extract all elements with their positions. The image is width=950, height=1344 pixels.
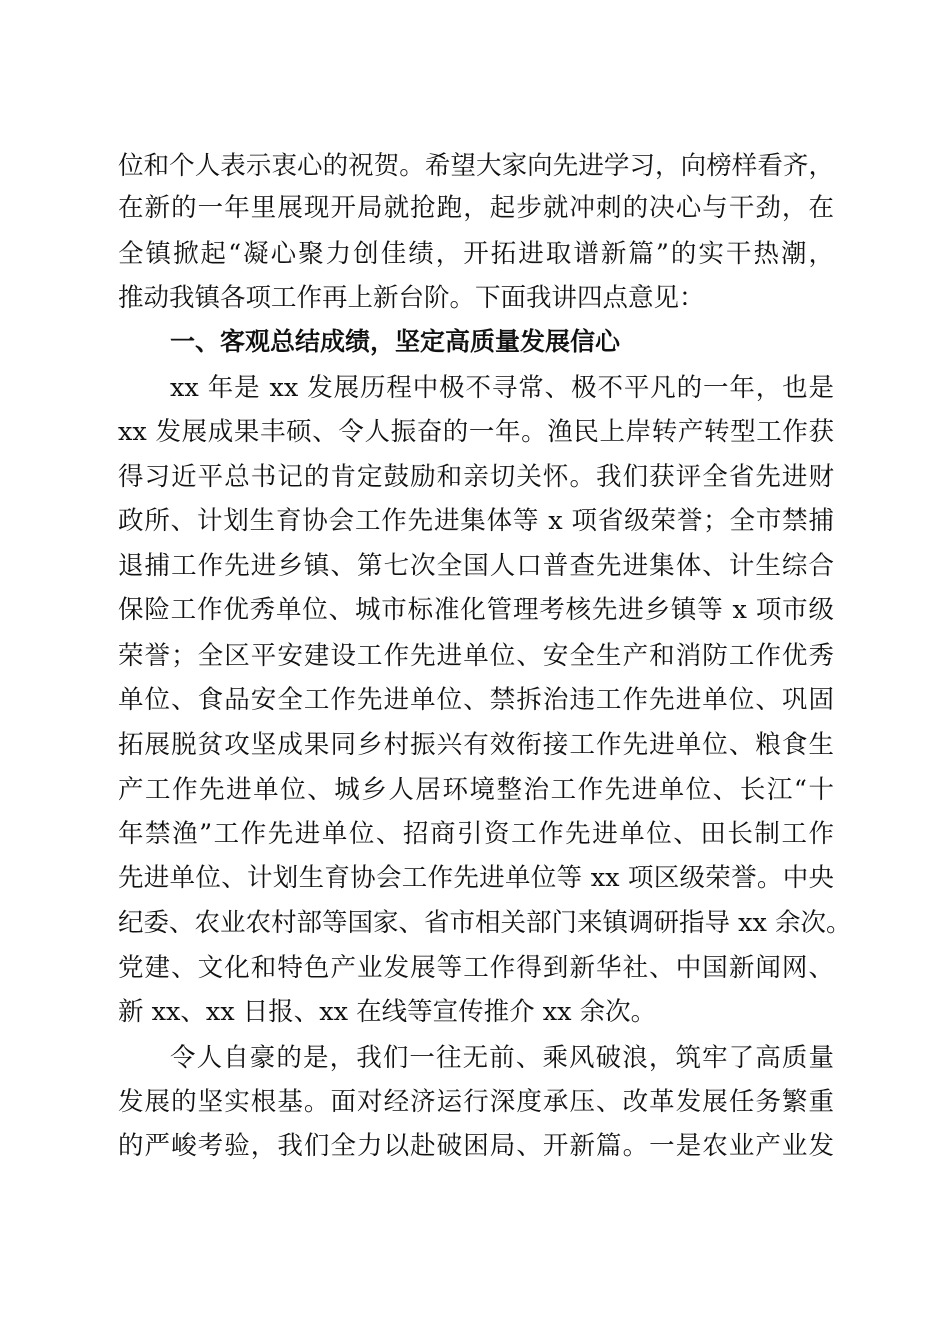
paragraph1-line-5: 退捕工作先进乡镇、第七次全国人口普查先进集体、计生综合 bbox=[118, 551, 834, 581]
paragraph1-line-1: xx 年是 xx 发展历程中极不寻常、极不平凡的一年，也是 bbox=[170, 373, 834, 403]
paragraph1-line-7: 荣誉；全区平安建设工作先进单位、安全生产和消防工作优秀 bbox=[118, 641, 834, 671]
paragraph1-line-2: xx 发展成果丰硕、令人振奋的一年。渔民上岸转产转型工作获 bbox=[118, 417, 834, 447]
paragraph1-line-4: 政所、计划生育协会工作先进集体等 x 项省级荣誉；全市禁捕 bbox=[118, 506, 834, 536]
paragraph1-line-11: 年禁渔”工作先进单位、招商引资工作先进单位、田长制工作 bbox=[118, 819, 834, 849]
intro-line-4: 推动我镇各项工作再上新台阶。下面我讲四点意见： bbox=[118, 283, 705, 313]
paragraph1-line-14: 党建、文化和特色产业发展等工作得到新华社、中国新闻网、 bbox=[118, 953, 834, 983]
paragraph2-line-2: 发展的坚实根基。面对经济运行深度承压、改革发展任务繁重 bbox=[118, 1087, 834, 1117]
paragraph1-line-15: 新 xx、xx 日报、xx 在线等宣传推介 xx 余次。 bbox=[118, 997, 657, 1027]
paragraph1-line-3: 得习近平总书记的肯定鼓励和亲切关怀。我们获评全省先进财 bbox=[118, 462, 834, 492]
paragraph2-line-3: 的严峻考验，我们全力以赴破困局、开新篇。一是农业产业发 bbox=[118, 1131, 834, 1161]
intro-line-2: 在新的一年里展现开局就抢跑，起步就冲刺的决心与干劲，在 bbox=[118, 193, 834, 223]
paragraph1-line-8: 单位、食品安全工作先进单位、禁拆治违工作先进单位、巩固 bbox=[118, 685, 834, 715]
paragraph1-line-6: 保险工作优秀单位、城市标准化管理考核先进乡镇等 x 项市级 bbox=[118, 595, 834, 625]
intro-line-1: 位和个人表示衷心的祝贺。希望大家向先进学习，向榜样看齐， bbox=[118, 151, 834, 181]
paragraph1-line-13: 纪委、农业农村部等国家、省市相关部门来镇调研指导 xx 余次。 bbox=[118, 908, 852, 938]
paragraph2-line-1: 令人自豪的是，我们一往无前、乘风破浪，筑牢了高质量 bbox=[170, 1043, 834, 1073]
intro-line-3: 全镇掀起“凝心聚力创佳绩，开拓进取谱新篇”的实干热潮， bbox=[118, 239, 834, 269]
paragraph1-line-12: 先进单位、计划生育协会工作先进单位等 xx 项区级荣誉。中央 bbox=[118, 863, 834, 893]
paragraph1-line-10: 产工作先进单位、城乡人居环境整治工作先进单位、长江“十 bbox=[118, 775, 834, 805]
section-heading: 一、客观总结成绩，坚定高质量发展信心 bbox=[170, 327, 621, 356]
paragraph1-line-9: 拓展脱贫攻坚成果同乡村振兴有效衔接工作先进单位、粮食生 bbox=[118, 730, 834, 760]
